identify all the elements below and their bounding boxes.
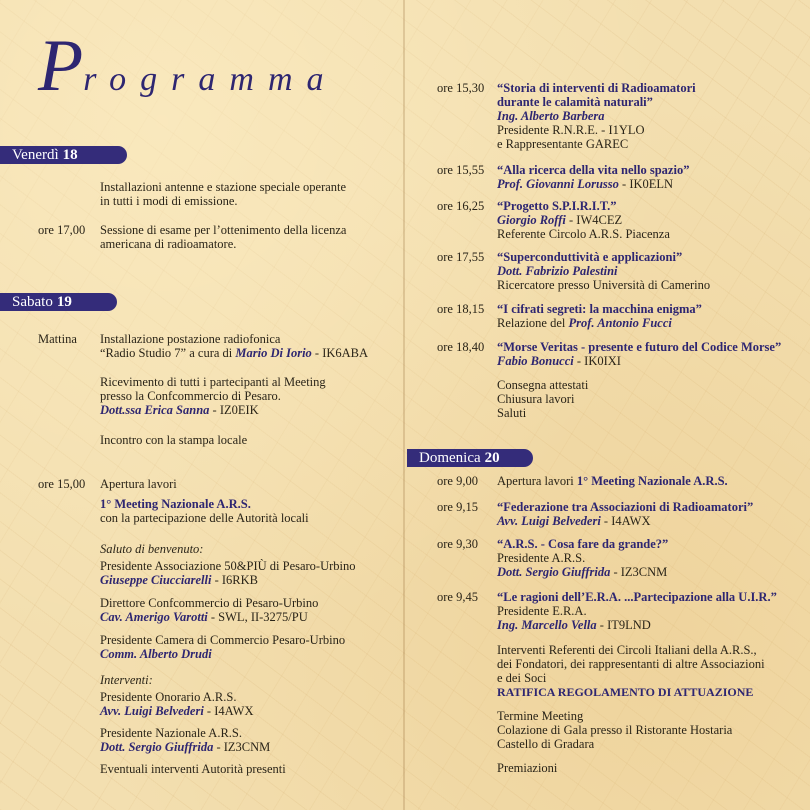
talk-block-1625: “Progetto S.P.I.R.I.T.” Giorgio Roffi - IW4CEZ Referente Circolo A.R.S. Piacenza <box>497 199 670 241</box>
time-label: ore 15,30 <box>437 81 485 95</box>
person-name: Dott. Fabrizio Palestini <box>497 264 618 278</box>
time-label: ore 9,00 <box>437 474 478 488</box>
person-name: Giuseppe Ciucciarelli <box>100 573 212 587</box>
interventions-heading: Interventi: <box>100 673 153 687</box>
time-label: ore 17,00 <box>38 223 86 237</box>
title-rest: rogramma <box>83 61 338 98</box>
intervention-speaker-2: Presidente Nazionale A.R.S. Dott. Sergio Giuffrida - IZ3CNM <box>100 726 271 754</box>
time-label: ore 17,55 <box>437 250 485 264</box>
title-initial: P <box>38 25 84 107</box>
awards-line: Premiazioni <box>497 761 558 775</box>
person-name: Dott. Sergio Giuffrida <box>497 565 611 579</box>
time-label: Mattina <box>38 332 77 346</box>
meeting-block: 1° Meeting Nazionale A.R.S. con la partecipazione delle Autorità locali <box>100 497 309 525</box>
person-name: Ing. Marcello Vella <box>497 618 597 632</box>
sat-press-line: Incontro con la stampa locale <box>100 433 248 447</box>
time-label: ore 18,40 <box>437 340 485 354</box>
time-label: ore 9,45 <box>437 590 478 604</box>
talk-block-1530: “Storia di interventi di Radioamatori durante le calamità naturali” Ing. Alberto Barbera Presidente R.N.R.E. - I1YLO e Rappresentante GAREC <box>497 81 696 151</box>
talk-block-0945: “Le ragioni dell’E.R.A. ...Partecipazione alla U.I.R.” Presidente E.R.A. Ing. Marcello Vella - IT9LND <box>497 590 777 632</box>
day-banner-sunday: Domenica 20 <box>407 449 533 467</box>
authorities-line: Eventuali interventi Autorità presenti <box>100 762 286 776</box>
talk-block-0930: “A.R.S. - Cosa fare da grande?” Presidente A.R.S. Dott. Sergio Giuffrida - IZ3CNM <box>497 537 669 579</box>
sat-reception-block: Ricevimento di tutti i partecipanti al Meeting presso la Confcommercio di Pesaro. Dott.ssa Erica Sanna - IZ0EIK <box>100 375 326 417</box>
time-label: ore 15,55 <box>437 163 485 177</box>
talk-block-1555: “Alla ricerca della vita nello spazio” Prof. Giovanni Lorusso - IK0ELN <box>497 163 690 191</box>
talk-block-0915: “Federazione tra Associazioni di Radioamatori” Avv. Luigi Belvederi - I4AWX <box>497 500 754 528</box>
talk-block-1755: “Superconduttività e applicazioni” Dott. Fabrizio Palestini Ricercatore presso Università di Camerino <box>497 250 711 292</box>
time-label: ore 16,25 <box>437 199 485 213</box>
person-name: Avv. Luigi Belvederi <box>100 704 204 718</box>
person-name: Prof. Antonio Fucci <box>568 316 672 330</box>
day-banner-saturday: Sabato 19 <box>0 293 117 311</box>
time-label: ore 15,00 <box>38 477 86 491</box>
person-name: Cav. Amerigo Varotti <box>100 610 208 624</box>
page-fold <box>403 0 405 810</box>
sun-interventions-block: Interventi Referenti dei Circoli Italiani della A.R.S., dei Fondatori, dei rappresentanti di altre Associazioni e dei Soci RATIFICA REGOLAMENTO DI ATTUAZIONE <box>497 643 765 699</box>
welcome-speaker-2: Direttore Confcommercio di Pesaro-Urbino Cav. Amerigo Varotti - SWL, II-3275/PU <box>100 596 319 624</box>
person-name: Dott. Sergio Giuffrida <box>100 740 214 754</box>
opening-line: Apertura lavori <box>100 477 177 491</box>
sun-opening-line: Apertura lavori 1° Meeting Nazionale A.R.S. <box>497 474 728 488</box>
sun-closing-block: Termine Meeting Colazione di Gala presso il Ristorante Hostaria Castello di Gradara <box>497 709 733 751</box>
closing-block: Consegna attestati Chiusura lavori Saluti <box>497 378 589 420</box>
person-name: Mario Di Iorio <box>235 346 312 360</box>
person-name: Dott.ssa Erica Sanna <box>100 403 210 417</box>
intervention-speaker-1: Presidente Onorario A.R.S. Avv. Luigi Belvederi - I4AWX <box>100 690 254 718</box>
person-name: Giorgio Roffi <box>497 213 566 227</box>
welcome-heading: Saluto di benvenuto: <box>100 542 204 556</box>
day-banner-friday: Venerdì 18 <box>0 146 127 164</box>
talk-block-1815: “I cifrati segreti: la macchina enigma” Relazione del Prof. Antonio Fucci <box>497 302 702 330</box>
ratification-heading: RATIFICA REGOLAMENTO DI ATTUAZIONE <box>497 685 754 699</box>
fri-item-antennas: Installazioni antenne e stazione speciale operante in tutti i modi di emissione. <box>100 180 347 208</box>
welcome-speaker-3: Presidente Camera di Commercio Pesaro-Urbino Comm. Alberto Drudi <box>100 633 346 661</box>
time-label: ore 18,15 <box>437 302 485 316</box>
talk-block-1840: “Morse Veritas - presente e futuro del Codice Morse” Fabio Bonucci - IK0IXI <box>497 340 782 368</box>
person-name: Avv. Luigi Belvederi <box>497 514 601 528</box>
welcome-speaker-1: Presidente Associazione 50&PIÙ di Pesaro-Urbino Giuseppe Ciucciarelli - I6RKB <box>100 559 356 587</box>
sat-morning-block: Installazione postazione radiofonica “Radio Studio 7” a cura di Mario Di Iorio - IK6ABA <box>100 332 369 360</box>
page-title <box>38 24 338 109</box>
fri-item-exam: Sessione di esame per l’ottenimento della licenza americana di radioamatore. <box>100 223 347 251</box>
person-name: Fabio Bonucci <box>497 354 574 368</box>
time-label: ore 9,15 <box>437 500 478 514</box>
person-name: Comm. Alberto Drudi <box>100 647 212 661</box>
person-name: Prof. Giovanni Lorusso <box>497 177 619 191</box>
time-label: ore 9,30 <box>437 537 478 551</box>
person-name: Ing. Alberto Barbera <box>497 109 605 123</box>
